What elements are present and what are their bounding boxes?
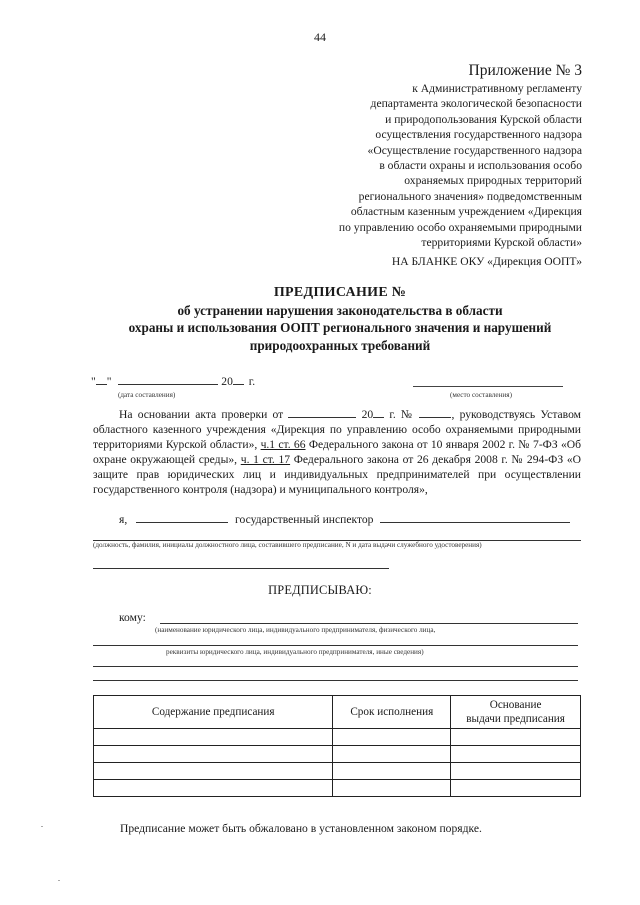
table-cell[interactable] xyxy=(94,746,333,763)
column-header: Основание выдачи предписания xyxy=(451,696,581,729)
law-reference-link[interactable]: ч. 1 ст. 17 xyxy=(240,453,291,467)
appendix-line: в области охраны и использования особо xyxy=(379,159,582,173)
order-heading: ПРЕДПИСЫВАЮ: xyxy=(268,583,372,597)
appendix-line: регионального значения» подведомственным xyxy=(358,189,582,203)
table-cell[interactable] xyxy=(451,763,581,780)
appendix-line: осуществления государственного надзора xyxy=(375,128,582,142)
table-cell[interactable] xyxy=(333,780,451,797)
table-cell[interactable] xyxy=(451,780,581,797)
table-cell[interactable] xyxy=(94,729,333,746)
table-header-row xyxy=(94,696,581,729)
letterhead-note: НА БЛАНКЕ ОКУ «Дирекция ООПТ» xyxy=(391,255,582,268)
table-row xyxy=(94,746,581,763)
inspector-name-blank xyxy=(136,522,228,523)
year-blank xyxy=(233,384,244,385)
column-header: Содержание предписания xyxy=(94,696,333,729)
table-cell[interactable] xyxy=(94,780,333,797)
appendix-line: охраняемых природных территорий xyxy=(404,174,582,188)
table-cell[interactable] xyxy=(333,729,451,746)
place-blank xyxy=(413,386,563,387)
act-date-blank xyxy=(288,417,356,418)
appendix-line: «Осуществление государственного надзора xyxy=(367,143,582,157)
column-header: Срок исполнения xyxy=(333,696,451,729)
table-row xyxy=(94,729,581,746)
recipient-caption: (наименование юридического лица, индивидуального предпринимателя, физического лица, xyxy=(155,626,436,634)
appendix-line: и природопользования Курской области xyxy=(385,112,582,126)
page-number: 44 xyxy=(314,30,326,44)
appendix-title: Приложение № 3 xyxy=(468,62,582,79)
inspector-extra-rule xyxy=(93,568,389,569)
date-field: " " 20 г. xyxy=(91,375,256,388)
table-cell[interactable] xyxy=(94,763,333,780)
day-blank xyxy=(96,384,107,385)
law-reference-link[interactable]: ч.1 ст. 66 xyxy=(260,438,306,452)
appendix-line: департамента экологической безопасности xyxy=(370,97,582,111)
inspector-caption: (должность, фамилия, инициалы должностного лица, составившего предписание, N и дата выдачи служебного удостоверения) xyxy=(93,541,482,549)
title-line: природоохранных требований xyxy=(249,337,431,353)
title-line: ПРЕДПИСАНИЕ № xyxy=(273,285,407,300)
appendix-reference xyxy=(339,81,582,250)
table-row xyxy=(94,763,581,780)
place-caption: (место составления) xyxy=(450,391,512,399)
appendix-line: к Административному регламенту xyxy=(412,82,582,95)
recipient-rule xyxy=(93,645,578,646)
recipient-label: кому: xyxy=(119,611,146,624)
table-cell[interactable] xyxy=(333,763,451,780)
scan-speck xyxy=(58,880,60,881)
recipient-rule xyxy=(160,623,578,624)
table-row xyxy=(94,780,581,797)
recipient-caption: реквизиты юридического лица, индивидуального предпринимателя, иные сведения) xyxy=(166,648,424,656)
appendix-line: по управлению особо охраняемыми природными xyxy=(338,220,582,234)
act-number-blank xyxy=(419,417,451,418)
appendix-line: территориями Курской области» xyxy=(421,236,582,250)
date-caption: (дата составления) xyxy=(118,391,176,399)
title-line: охраны и использования ООПТ регионального значения и нарушений xyxy=(128,320,552,335)
inspector-line: я, государственный инспектор xyxy=(119,513,581,526)
appendix-line: областным казенным учреждением «Дирекция xyxy=(350,205,582,219)
document-title xyxy=(80,284,600,354)
month-blank xyxy=(118,384,218,385)
title-line: об устранении нарушения законодательства в области xyxy=(177,302,503,318)
inspector-role-blank xyxy=(380,522,570,523)
appeal-note: Предписание может быть обжаловано в установленном законом порядке. xyxy=(120,822,482,835)
table-cell[interactable] xyxy=(451,729,581,746)
recipient-rule xyxy=(93,666,578,667)
order-table xyxy=(93,695,581,797)
basis-paragraph: На основании акта проверки от 20 г. № , руководствуясь Уставом областного казенного учреждения «Дирекция по управлению особо охраняемыми природными территориями Курской области», ч.1 ст. 66 Федерального закона от 10 января 2002 г. № 7-ФЗ «Об охране окружающей среды», ч. 1 ст. 17 Федерального закона от 26 декабря 2008 г. № 294-ФЗ «О защите прав юридических лиц и индивидуальных предпринимателей при осуществлении государственного контроля (надзора) и муниципального контроля», xyxy=(93,408,582,497)
table-cell[interactable] xyxy=(451,746,581,763)
table-cell[interactable] xyxy=(333,746,451,763)
scan-speck xyxy=(41,826,43,827)
recipient-rule xyxy=(93,680,578,681)
